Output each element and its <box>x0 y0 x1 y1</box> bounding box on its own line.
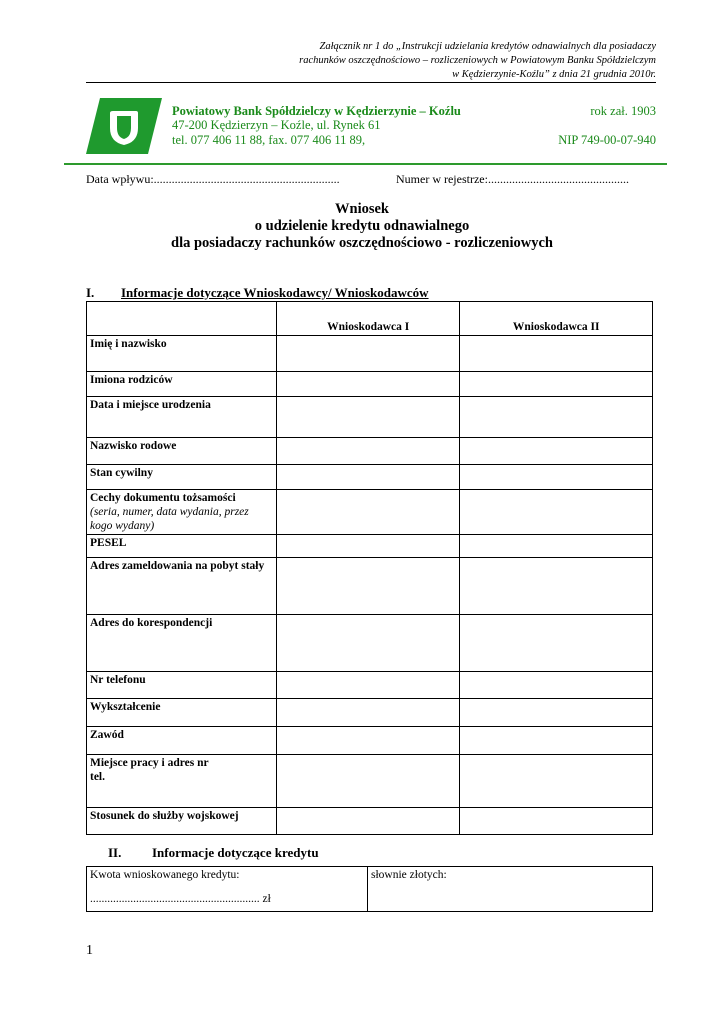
applicant-1-cell[interactable] <box>277 336 460 372</box>
row-label: Nazwisko rodowe <box>87 438 277 465</box>
table-row <box>87 808 653 835</box>
applicant-2-cell[interactable] <box>460 397 653 438</box>
table-row <box>87 465 653 490</box>
annex-line-3: w Kędzierzynie-Koźlu” z dnia 21 grudnia 2010r. <box>452 69 656 80</box>
bank-phone: tel. 077 406 11 88, fax. 077 406 11 89, <box>172 133 366 147</box>
applicant-1-cell[interactable] <box>277 755 460 808</box>
row-label <box>87 490 277 535</box>
credit-amount-label: Kwota wnioskowanego kredytu: <box>90 869 240 881</box>
annex-line-1: Załącznik nr 1 do „Instrukcji udzielania kredytów odnawialnych dla posiadaczy <box>319 41 656 52</box>
applicant-1-cell[interactable] <box>277 727 460 755</box>
table-row <box>87 438 653 465</box>
table-row <box>87 755 653 808</box>
row-label-main: Miejsce pracy i adres nr tel. <box>90 757 209 783</box>
section-2-title: Informacje dotyczące kredytu <box>152 845 319 860</box>
row-label: Wykształcenie <box>87 699 277 727</box>
applicant-1-cell[interactable] <box>277 535 460 558</box>
header-applicant-1: Wnioskodawca I <box>277 302 460 336</box>
table-row <box>87 535 653 558</box>
applicant-1-cell[interactable] <box>277 808 460 835</box>
applicant-2-cell[interactable] <box>460 808 653 835</box>
document-subtitle-2: dla posiadaczy rachunków oszczędnościowo - rozliczeniowych <box>171 235 553 251</box>
applicant-1-cell[interactable] <box>277 558 460 615</box>
applicant-2-cell[interactable] <box>460 727 653 755</box>
applicant-2-cell[interactable] <box>460 558 653 615</box>
row-label: Data i miejsce urodzenia <box>87 397 277 438</box>
applicant-2-cell[interactable] <box>460 336 653 372</box>
table-row <box>87 336 653 372</box>
bank-nip: NIP 749-00-07-940 <box>558 133 656 147</box>
applicant-1-cell[interactable] <box>277 465 460 490</box>
bank-founded: rok zał. 1903 <box>590 104 656 118</box>
applicant-2-cell[interactable] <box>460 372 653 397</box>
table-row <box>87 727 653 755</box>
applicant-2-cell[interactable] <box>460 490 653 535</box>
table-row <box>87 699 653 727</box>
document-subtitle-1: o udzielenie kredytu odnawialnego <box>254 218 470 234</box>
applicant-2-cell[interactable] <box>460 465 653 490</box>
credit-in-words-cell[interactable] <box>368 867 653 912</box>
page-number: 1 <box>86 943 93 958</box>
header-applicant-2: Wnioskodawca II <box>460 302 653 336</box>
section-1-number: I. <box>86 285 95 300</box>
annex-note <box>196 40 656 82</box>
bank-name: Powiatowy Bank Spółdzielczy w Kędzierzynie – Koźlu <box>172 104 461 118</box>
row-label-hint: (seria, numer, data wydania, przez kogo wydany) <box>90 506 249 532</box>
table-row <box>87 397 653 438</box>
row-label: Stosunek do służby wojskowej <box>87 808 277 835</box>
row-label: Zawód <box>87 727 277 755</box>
credit-amount-field[interactable]: ........................................................... zł <box>90 893 271 905</box>
applicant-1-cell[interactable] <box>277 490 460 535</box>
top-divider <box>86 82 656 83</box>
row-label: Imiona rodziców <box>87 372 277 397</box>
row-label: Adres zameldowania na pobyt stały <box>87 558 277 615</box>
applicant-2-cell[interactable] <box>460 535 653 558</box>
section-2-number: II. <box>108 845 122 860</box>
document-title: Wniosek <box>335 201 389 217</box>
section-1-heading <box>86 285 429 301</box>
applicants-table <box>86 301 653 835</box>
credit-amount-cell[interactable] <box>87 867 368 912</box>
applicant-1-cell[interactable] <box>277 438 460 465</box>
credit-in-words-label: słownie złotych: <box>371 869 447 881</box>
applicant-1-cell[interactable] <box>277 397 460 438</box>
header-empty-cell <box>87 302 277 336</box>
row-label <box>87 755 277 808</box>
annex-line-2: rachunków oszczędnościowo – rozliczeniowych w Powiatowym Banku Spółdzielczym <box>299 55 656 66</box>
row-label-main: Cechy dokumentu tożsamości <box>90 492 236 504</box>
applicant-2-cell[interactable] <box>460 755 653 808</box>
registry-number-field[interactable]: Numer w rejestrze:............................................... <box>396 172 629 186</box>
applicant-1-cell[interactable] <box>277 372 460 397</box>
applicant-2-cell[interactable] <box>460 699 653 727</box>
row-label: PESEL <box>87 535 277 558</box>
table-row <box>87 490 653 535</box>
row-label: Imię i nazwisko <box>87 336 277 372</box>
table-row <box>87 672 653 699</box>
table-header-row <box>87 302 653 336</box>
applicant-1-cell[interactable] <box>277 699 460 727</box>
row-label: Nr telefonu <box>87 672 277 699</box>
credit-row <box>87 867 653 912</box>
applicant-2-cell[interactable] <box>460 438 653 465</box>
credit-table <box>86 866 653 912</box>
bank-address: 47-200 Kędzierzyn – Koźle, ul. Rynek 61 <box>172 118 381 132</box>
row-label: Adres do korespondencji <box>87 615 277 672</box>
table-row <box>87 372 653 397</box>
section-2-heading <box>108 845 319 861</box>
table-row <box>87 615 653 672</box>
row-label: Stan cywilny <box>87 465 277 490</box>
table-row <box>87 558 653 615</box>
inflow-date-field[interactable]: Data wpływu:.............................................................. <box>86 172 340 186</box>
header-divider <box>64 163 667 165</box>
bank-logo <box>86 98 162 154</box>
applicant-1-cell[interactable] <box>277 672 460 699</box>
applicant-1-cell[interactable] <box>277 615 460 672</box>
applicant-2-cell[interactable] <box>460 672 653 699</box>
applicant-2-cell[interactable] <box>460 615 653 672</box>
section-1-title: Informacje dotyczące Wnioskodawcy/ Wnioskodawców <box>121 285 429 300</box>
